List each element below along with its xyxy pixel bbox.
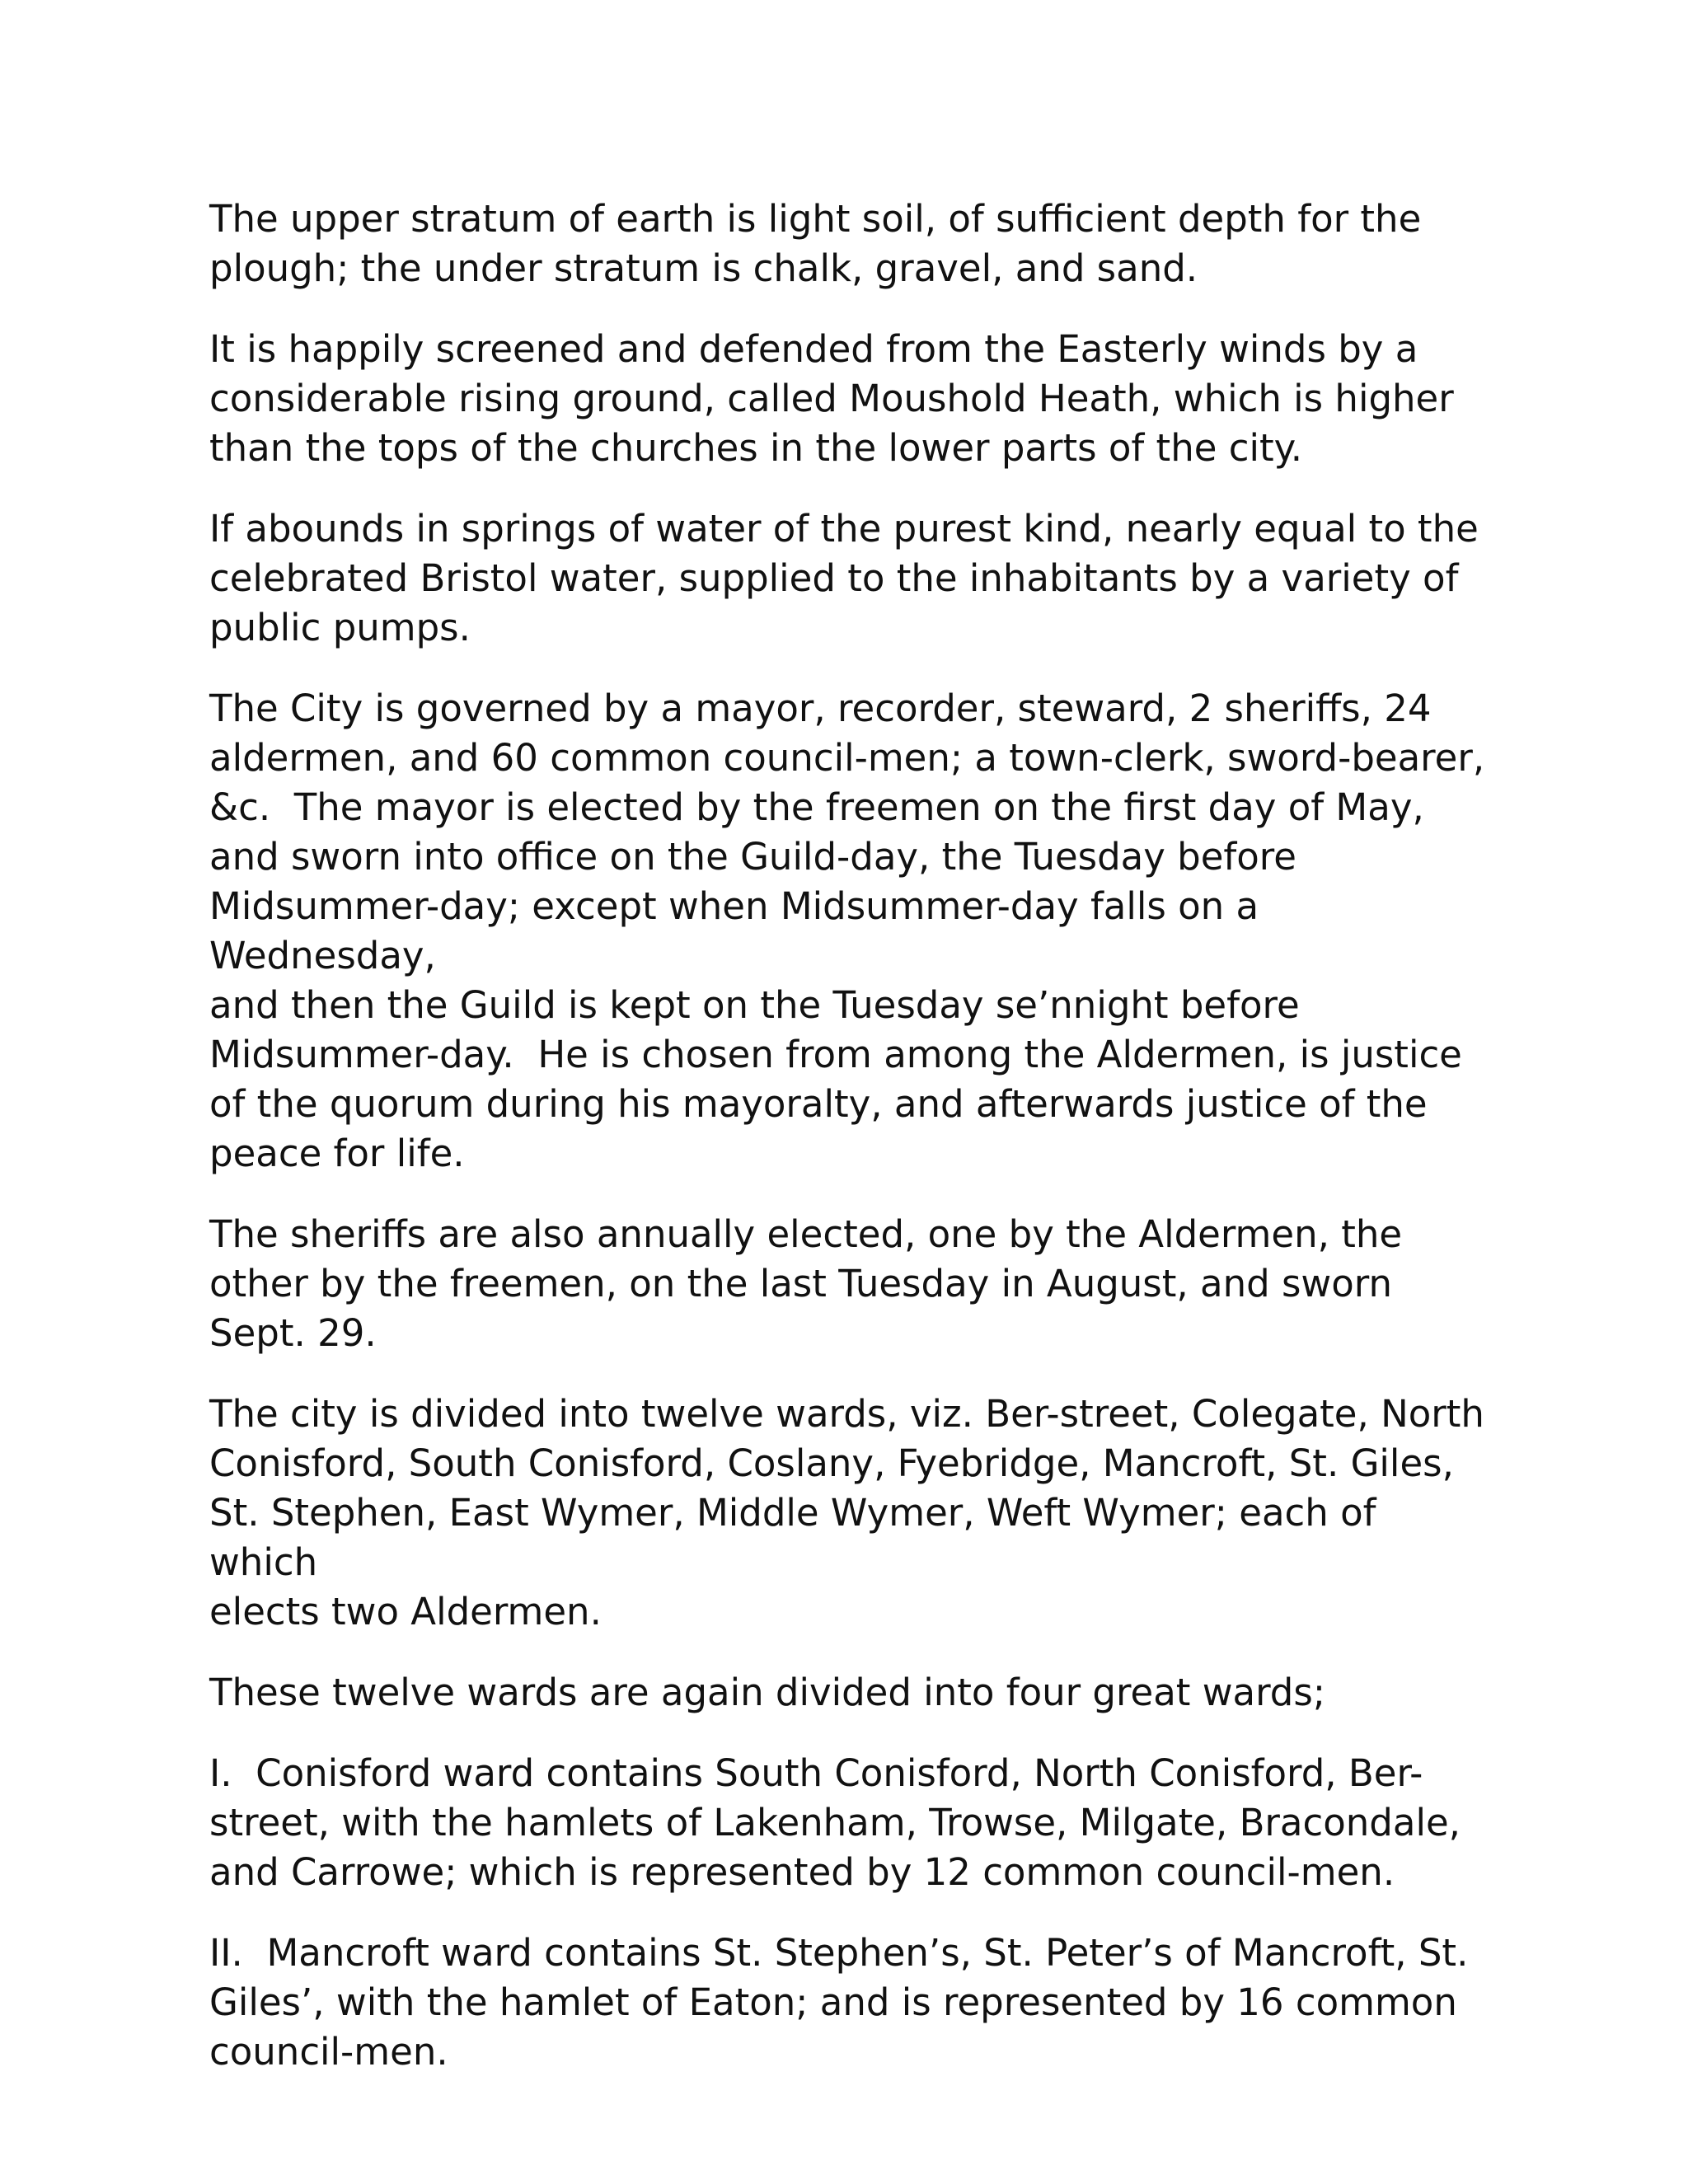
paragraph-twelve-wards: The city is divided into twelve wards, viz. Ber-street, Colegate, North Conisford, South Conisford, Coslany, Fyebridge, Mancroft, St. Giles, St. Stephen, East Wymer, Middle Wymer, Weft Wymer; each of which elects two Aldermen. — [209, 1392, 1484, 1633]
paragraph-conisford-ward: I. Conisford ward contains South Conisford, North Conisford, Ber- street, with the hamlets of Lakenham, Trowse, Milgate, Bracondale, and Carrowe; which is represented by 12 common council-men. — [209, 1751, 1461, 1894]
paragraph-springs: If abounds in springs of water of the purest kind, nearly equal to the celebrated Bristol water, supplied to the inhabitants by a variety of public pumps. — [209, 507, 1479, 649]
paragraph-mancroft-ward: II. Mancroft ward contains St. Stephen’s, St. Peter’s of Mancroft, St. Giles’, with the hamlet of Eaton; and is represented by 16 common council-men. — [209, 1931, 1469, 2074]
document-body — [209, 194, 1495, 2108]
paragraph-sheriffs: The sheriffs are also annually elected, one by the Aldermen, the other by the freemen, on the last Tuesday in August, and sworn Sept. 29. — [209, 1212, 1403, 1355]
paragraph-four-great-wards: These twelve wards are again divided into four great wards; — [209, 1671, 1325, 1714]
paragraph-city-government: The City is governed by a mayor, recorder, steward, 2 sheriffs, 24 aldermen, and 60 common council-men; a town-clerk, sword-bearer, &c. The mayor is elected by the freemen on the first day of May, and sworn into office on the Guild-day, the Tuesday before Midsummer-day; except when Midsummer-day falls on a Wednesday, and then the Guild is kept on the Tuesday se’nnight before Midsummer-day. He is chosen from among the Aldermen, is justice of the quorum during his mayoralty, and afterwards justice of the peace for life. — [209, 687, 1485, 1175]
paragraph-moushold-heath: It is happily screened and defended from the Easterly winds by a considerable rising ground, called Moushold Heath, which is higher than the tops of the churches in the lower parts of the city. — [209, 327, 1454, 470]
paragraph-soil: The upper stratum of earth is light soil, of sufficient depth for the plough; the under stratum is chalk, gravel, and sand. — [209, 197, 1422, 290]
